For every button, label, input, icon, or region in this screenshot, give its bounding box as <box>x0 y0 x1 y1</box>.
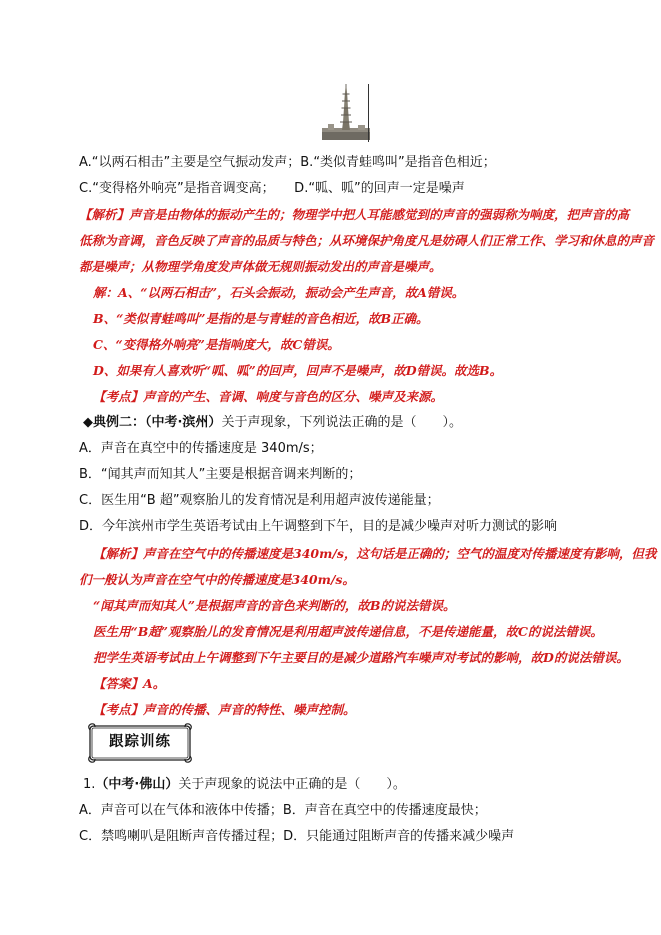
question1-text: 关于声现象的说法中正确的是（ ）。 <box>178 777 406 792</box>
example2-option-c: C．医生用“B 超”观察胎儿的发育情况是利用超声波传递能量； <box>79 493 440 508</box>
analysis1-line2: 低称为音调，音色反映了声音的品质与特色；从环境保护角度凡是妨碍人们正常工作、学习和休息的声音 <box>79 233 655 248</box>
solution-a: 解：A、“以两石相击”，石头会振动，振动会产生声音，故A错误。 <box>93 285 465 300</box>
question1-source: （中考·佛山） <box>95 777 179 792</box>
solution-d: D、如果有人喜欢听“呱、呱”的回声，回声不是噪声，故D错误。故选B。 <box>93 363 503 378</box>
example2-option-d: D．今年滨州市学生英语考试由上午调整到下午，目的是减少噪声对听力测试的影响 <box>79 519 558 534</box>
question1-number: 1. <box>83 777 96 792</box>
question1-options-ab: A．声音可以在气体和液体中传播；B．声音在真空中的传播速度最快； <box>79 803 487 818</box>
analysis1-line1: 【解析】声音是由物体的振动产生的；物理学中把人耳能感觉到的声音的强弱称为响度，把声音的高 <box>79 207 630 222</box>
example2-option-a: A．声音在真空中的传播速度是 340m/s； <box>79 441 323 456</box>
answer: 【答案】A。 <box>93 676 166 691</box>
example2-question: 关于声现象，下列说法正确的是（ ）。 <box>221 415 462 430</box>
knowledge-point-2: 【考点】声音的传播、声音的特性、噪声控制。 <box>93 702 356 717</box>
example2-heading <box>83 414 462 431</box>
analysis2-line2: 们一般认为声音在空气中的传播速度是340m/s。 <box>79 572 355 587</box>
example2-option-b: B．“闻其声而知其人”主要是根据音调来判断的； <box>79 467 362 482</box>
question1-stem <box>83 776 406 793</box>
example2-prefix: ◆典例二：（中考·滨州） <box>83 415 222 430</box>
solution-c: C、“变得格外响亮”是指响度大，故C错误。 <box>93 337 340 352</box>
solution-b: B、“类似青蛙鸣叫”是指的是与青蛙的音色相近，故B正确。 <box>93 311 429 326</box>
analysis1-line3: 都是噪声；从物理学角度发声体做无规则振动发出的声音是噪声。 <box>79 259 442 274</box>
analysis2-line1: 【解析】声音在空气中的传播速度是340m/s，这句话是正确的；空气的温度对传播速度有影响，但我 <box>93 546 657 561</box>
option-ab: A.“以两石相击”主要是空气振动发声；B.“类似青蛙鸣叫”是指音色相近； <box>79 155 496 170</box>
analysis2-line4: 医生用“B超”观察胎儿的发育情况是利用超声波传递信息，不是传递能量，故C的说法错误。 <box>93 624 603 639</box>
pagoda-image <box>322 84 370 140</box>
option-cd: C.“变得格外响亮”是指音调变高； D.“呱、呱”的回声一定是噪声 <box>79 181 465 196</box>
section-title: 跟踪训练 <box>109 733 171 750</box>
knowledge-point-1: 【考点】声音的产生、音调、响度与音色的区分、噪声及来源。 <box>93 389 444 404</box>
divider-line <box>368 84 369 142</box>
analysis2-line3: “闻其声而知其人”是根据声音的音色来判断的，故B的说法错误。 <box>93 598 456 613</box>
analysis2-line5: 把学生英语考试由上午调整到下午主要目的是减少道路汽车噪声对考试的影响，故D的说法错误。 <box>93 650 629 665</box>
question1-options-cd: C．禁鸣喇叭是阻断声音传播过程；D．只能通过阻断声音的传播来减少噪声 <box>79 829 515 844</box>
